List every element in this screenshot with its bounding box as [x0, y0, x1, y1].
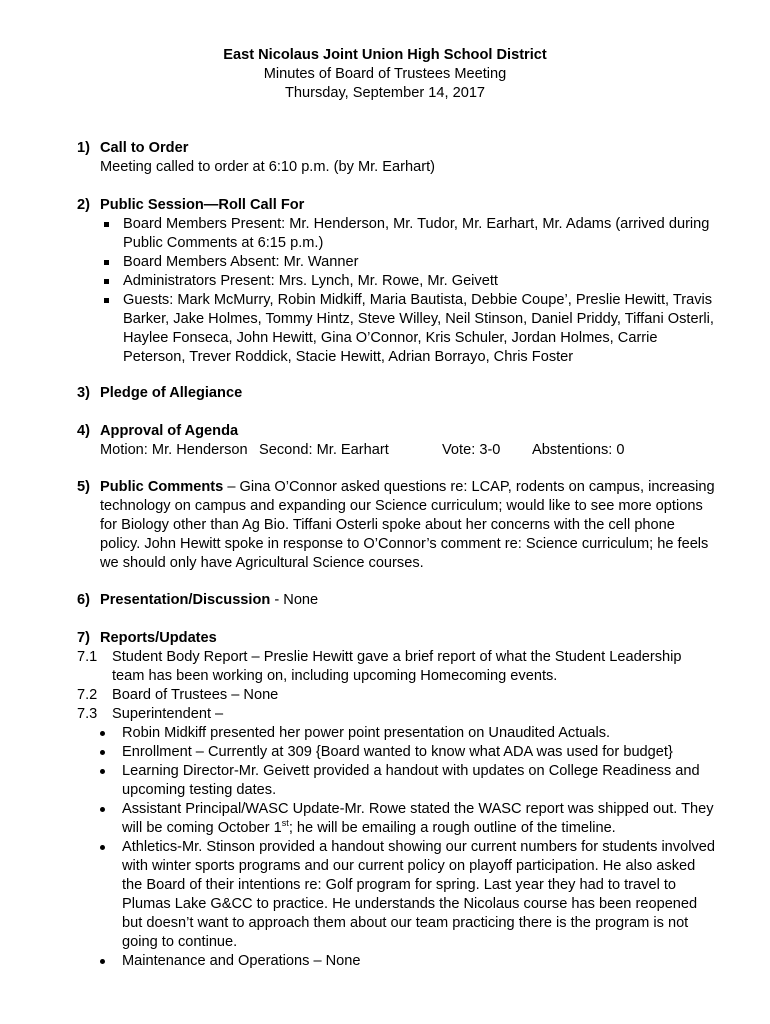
- subsection-text: Student Body Report – Preslie Hewitt gave a brief report of what the Student Leadership team has been working on, including upcoming Homecoming events.: [112, 649, 682, 684]
- section-presentation: [77, 591, 717, 610]
- list-item: Guests: Mark McMurry, Robin Midkiff, Maria Bautista, Debbie Coupe’, Preslie Hewitt, Travis Barker, Jake Holmes, Tommy Hintz, Steve Willey, Neil Stinson, Daniel Priddy, Tiffani Osterli, Haylee Fonseca, John Hewitt, Gina O’Connor, Kris Schuler, Jordan Holmes, Carrie Peterson, Trever Roddick, Stacie Hewitt, Adrian Borrayo, Chris Foster: [100, 291, 717, 367]
- section-pledge: [77, 384, 717, 403]
- section-public-comments: [77, 478, 717, 573]
- section-number: 1): [77, 140, 90, 156]
- list-item: [77, 800, 717, 838]
- list-item: Robin Midkiff presented her power point presentation on Unaudited Actuals.: [77, 724, 717, 743]
- section-heading: Reports/Updates: [100, 630, 217, 646]
- section-text: – Gina O’Connor asked questions re: LCAP, rodents on campus, increasing technology on campus and expanding our Science curriculum; would like to see more options for Biology other than Ag Bio. Tiffani Osterli spoke about her concerns with the cell phone policy. John Hewitt spoke in response to O’Connor’s comment re: Science curriculum; he feels we should only have Agricultural Science courses.: [100, 479, 715, 571]
- superintendent-report-list: [77, 724, 717, 971]
- section-heading: Call to Order: [100, 140, 189, 156]
- section-heading: Presentation/Discussion: [100, 592, 271, 608]
- section-heading: Public Comments: [100, 479, 224, 495]
- section-heading: Approval of Agenda: [100, 423, 239, 439]
- list-item: Board Members Absent: Mr. Wanner: [100, 253, 717, 272]
- section-call-to-order: [77, 139, 717, 177]
- section-heading: Public Session—Roll Call For: [100, 197, 305, 213]
- section-text: Meeting called to order at 6:10 p.m. (by Mr. Earhart): [100, 159, 435, 175]
- meeting-date: Thursday, September 14, 2017: [284, 85, 486, 101]
- section-number: 4): [77, 423, 90, 439]
- list-item: Learning Director-Mr. Geivett provided a handout with updates on College Readiness and upcoming testing dates.: [77, 762, 717, 800]
- section-reports: [77, 629, 717, 971]
- public-comments-paragraph: [100, 478, 717, 573]
- section-number: 7): [77, 630, 90, 646]
- second-text: Second: Mr. Earhart: [259, 442, 389, 458]
- district-title: East Nicolaus Joint Union High School District: [223, 47, 547, 63]
- subsection-number: 7.3: [77, 706, 98, 722]
- subsection-text: Superintendent –: [112, 706, 224, 722]
- list-item: Enrollment – Currently at 309 {Board wanted to know what ADA was used for budget}: [77, 743, 717, 762]
- abstentions-text: Abstentions: 0: [532, 442, 625, 458]
- section-number: 3): [77, 385, 90, 401]
- section-number: 5): [77, 479, 90, 495]
- section-heading: Pledge of Allegiance: [100, 385, 243, 401]
- list-item: Board Members Present: Mr. Henderson, Mr. Tudor, Mr. Earhart, Mr. Adams (arrived during Public Comments at 6:15 p.m.): [100, 215, 717, 253]
- report-7-1: [77, 648, 717, 686]
- list-item: Maintenance and Operations – None: [77, 952, 717, 971]
- section-text: - None: [270, 592, 319, 608]
- report-7-3: [77, 705, 717, 724]
- section-public-session: [77, 196, 717, 367]
- wasc-text-end: ; he will be emailing a rough outline of the timeline.: [288, 820, 616, 836]
- subsection-text: Board of Trustees – None: [112, 687, 279, 703]
- roll-call-list: [100, 215, 717, 367]
- section-approval-agenda: [77, 422, 717, 460]
- list-item: Athletics-Mr. Stinson provided a handout showing our current numbers for students involved with winter sports programs and our current policy on playoff participation. He also asked the Board of their intentions re: Golf program for spring. Last year they had to travel to Plumas Lake G&CC to practice. He understands the Nicolaus course has been reopened but doesn’t want to approach them about our team practicing there is the program is not going to continue.: [77, 838, 717, 952]
- meeting-subtitle: Minutes of Board of Trustees Meeting: [263, 66, 507, 82]
- subsection-number: 7.1: [77, 649, 98, 665]
- wasc-text: Assistant Principal/WASC Update-Mr. Rowe stated the WASC report was shipped out. They will be coming October 1: [122, 801, 714, 836]
- vote-text: Vote: 3-0: [442, 442, 501, 458]
- motion-text: Motion: Mr. Henderson: [100, 442, 248, 458]
- ordinal-suffix: st: [281, 818, 289, 829]
- section-number: 6): [77, 592, 90, 608]
- report-7-2: [77, 686, 717, 705]
- agenda-vote-row: [100, 441, 717, 460]
- list-item: Administrators Present: Mrs. Lynch, Mr. Rowe, Mr. Geivett: [100, 272, 717, 291]
- section-number: 2): [77, 197, 90, 213]
- subsection-number: 7.2: [77, 687, 98, 703]
- document-header: [0, 46, 770, 103]
